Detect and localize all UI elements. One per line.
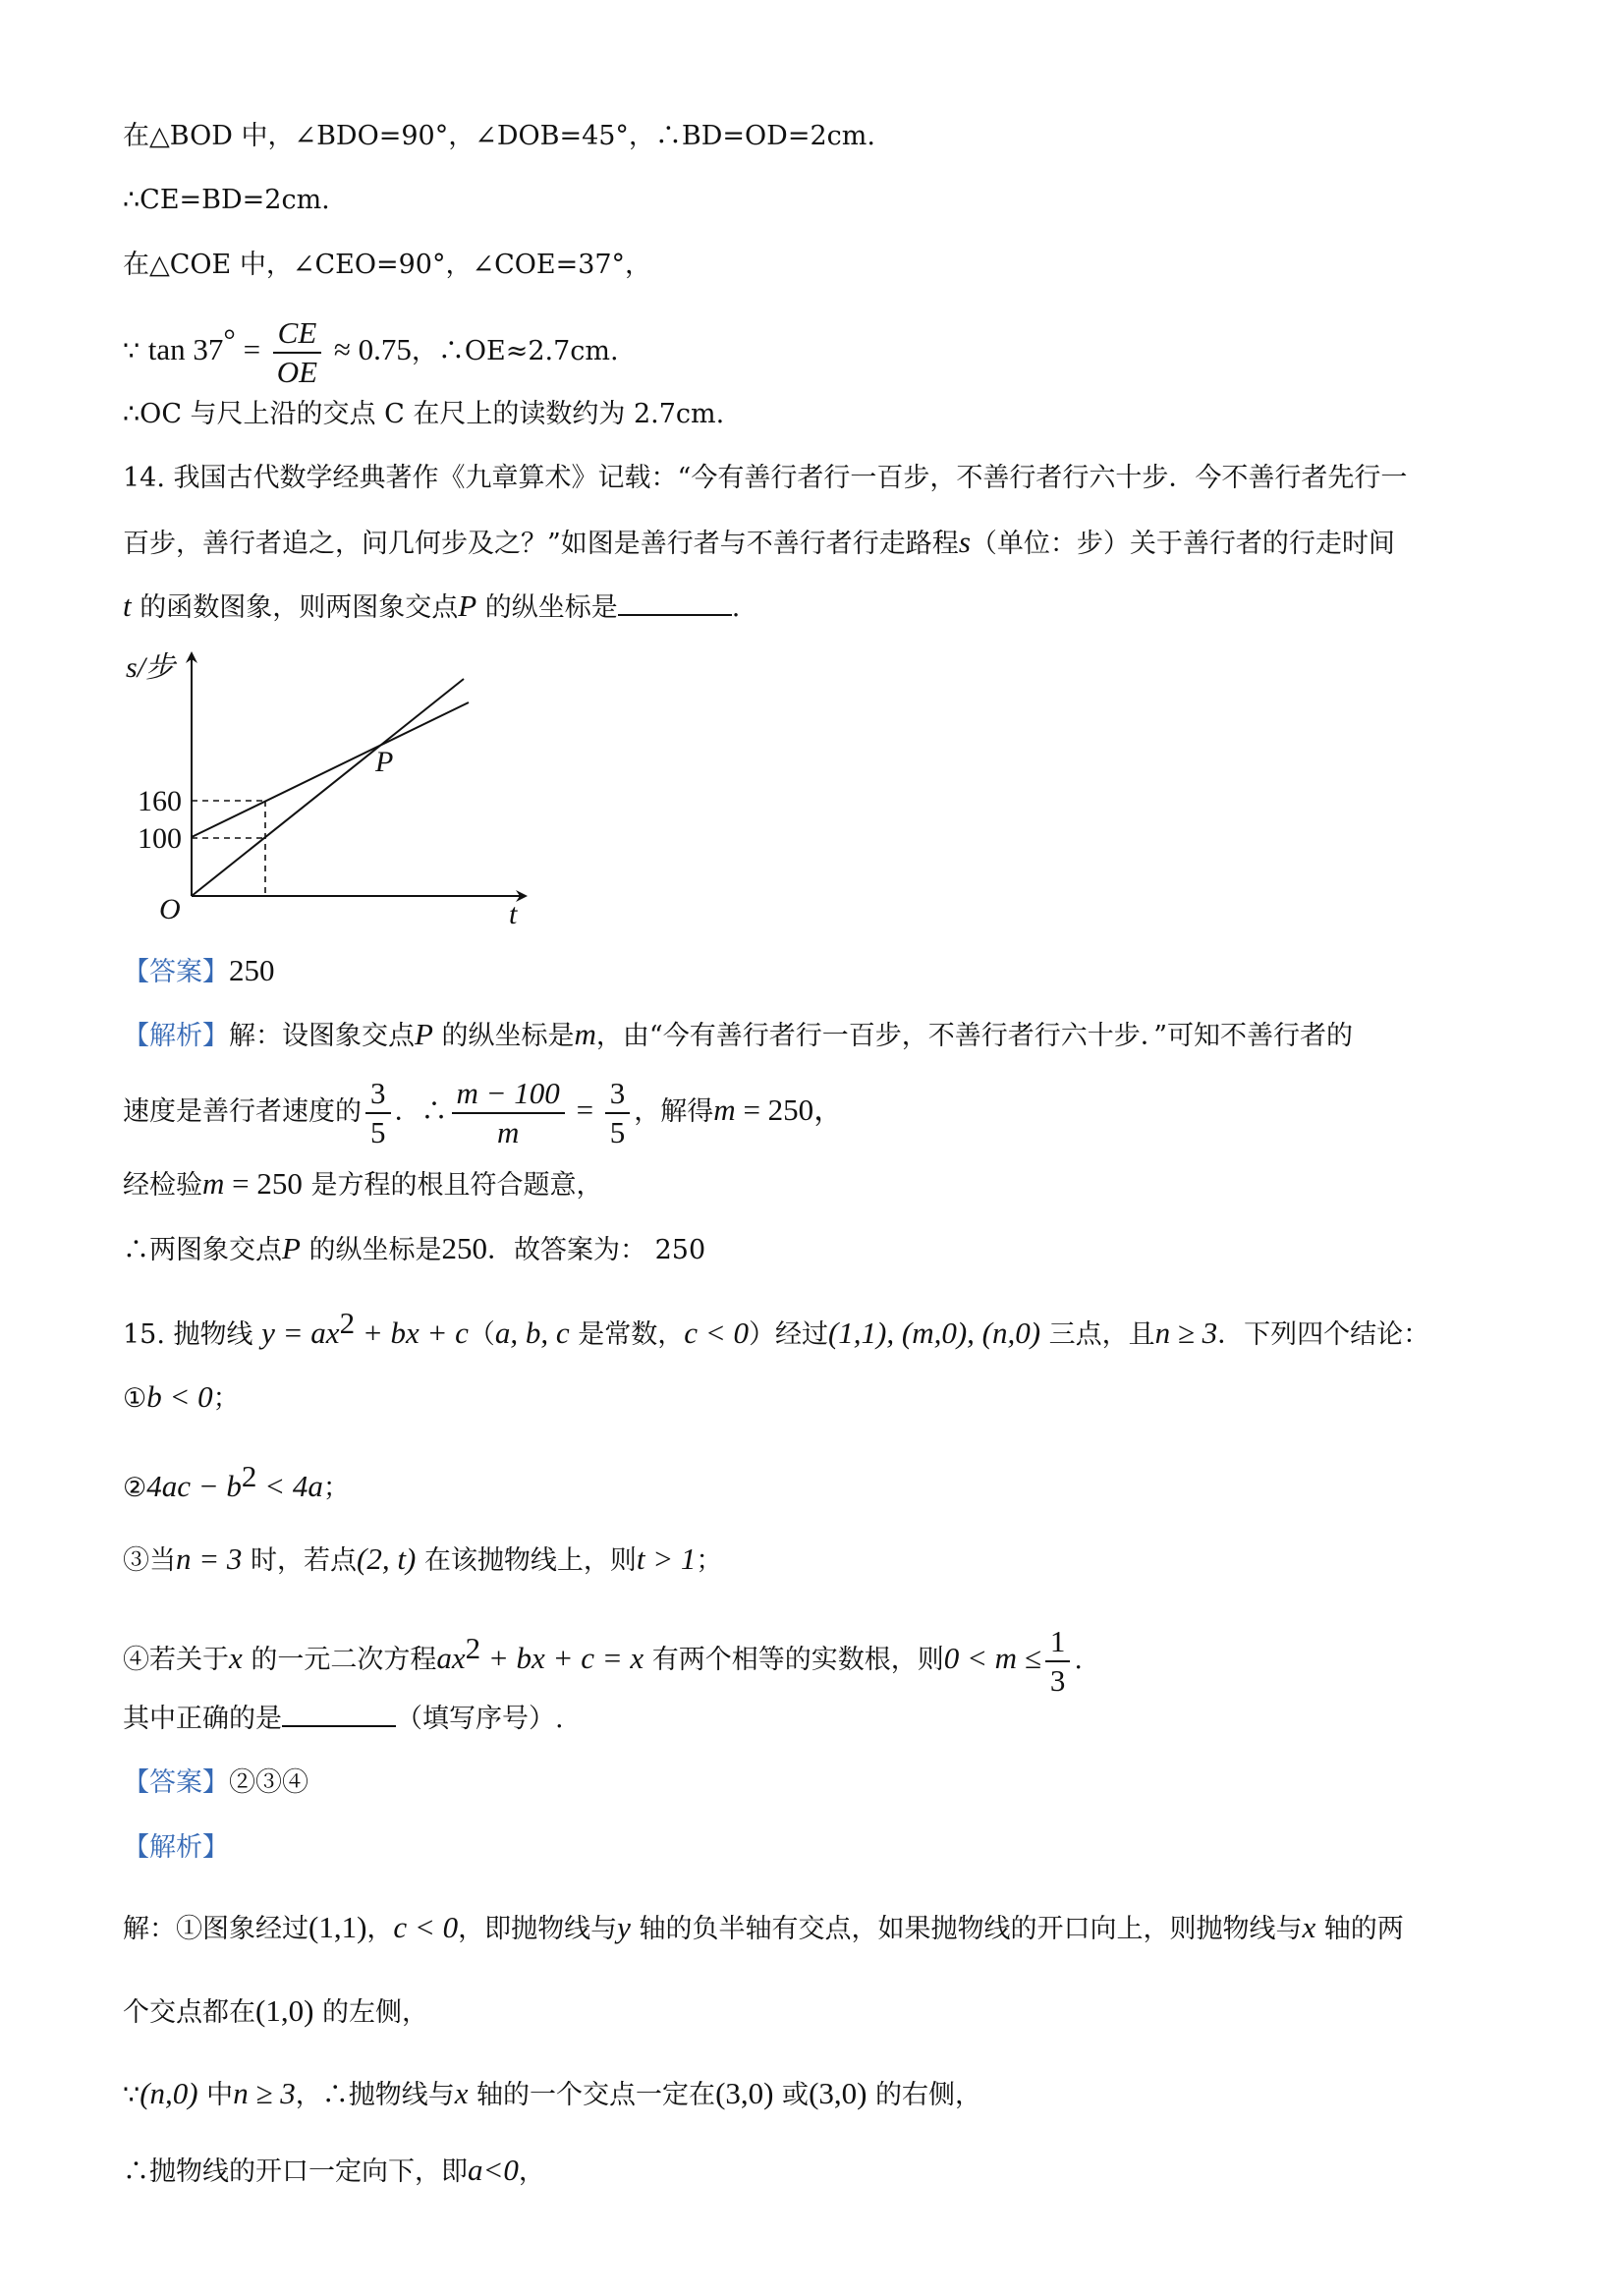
text: ，解得 — [634, 1096, 714, 1127]
conclusion-3 — [123, 1542, 722, 1578]
text: ，∴抛物线与 — [295, 2080, 455, 2110]
numerator: m − 100 — [452, 1075, 565, 1114]
text: . — [1074, 1645, 1083, 1675]
origin-label: O — [159, 893, 181, 925]
question-15-solution-4 — [123, 2154, 545, 2189]
math: 4ac − b — [146, 1469, 242, 1503]
numerator: 1 — [1045, 1623, 1071, 1662]
x-axis-label: t — [509, 898, 518, 930]
numerator: 3 — [605, 1075, 631, 1114]
fraction — [272, 314, 322, 391]
text: ，由“今有善行者行一百步，不善行者行六十步．”可知不善行者的 — [595, 1021, 1354, 1051]
answer-tag: 【答案】 — [123, 1767, 229, 1798]
text: ）经过 — [748, 1319, 828, 1350]
math: + bx + c = x — [480, 1641, 644, 1675]
text: 是方程的根且符合题意， — [302, 1170, 603, 1201]
question-15-answer — [123, 1766, 308, 1800]
text: ，∴OE≈2.7cm. — [411, 336, 619, 366]
math: c < 0 — [393, 1910, 459, 1944]
text: ∵ — [123, 2080, 140, 2110]
denominator: 5 — [609, 1114, 626, 1149]
text: ∵ — [123, 336, 140, 366]
intersection-label: P — [375, 746, 394, 778]
text: （填写序号）. — [396, 1704, 564, 1734]
text: 是常数， — [569, 1319, 685, 1350]
fraction — [365, 1075, 391, 1151]
math: n ≥ 3 — [233, 2076, 296, 2110]
math: s — [958, 525, 971, 559]
math: m — [713, 1092, 736, 1127]
text: 的右侧， — [867, 2080, 982, 2110]
text: 的纵坐标是 — [476, 592, 618, 623]
math: ≈ 0.75 — [326, 332, 412, 366]
question-15-solution-1 — [123, 1911, 1404, 1946]
math: n ≥ 3 — [1154, 1316, 1218, 1350]
conclusion-1 — [123, 1380, 240, 1416]
math: c < 0 — [684, 1316, 749, 1350]
text: 轴的两 — [1315, 1914, 1404, 1944]
text-line — [123, 301, 619, 391]
text-line — [123, 249, 651, 282]
math: t > 1 — [636, 1541, 697, 1576]
text: 的纵坐标是 — [432, 1021, 575, 1051]
tick-label-100: 100 — [138, 822, 182, 855]
text: 个交点都在 — [123, 1997, 255, 2028]
math: tan 37 — [147, 332, 224, 366]
text: 三点，且 — [1040, 1319, 1155, 1350]
text: ∴抛物线的开口一定向下，即 — [123, 2156, 468, 2187]
question-15-solution-3 — [123, 2077, 981, 2112]
text: 14. 我国古代数学经典著作《九章算术》记载：“今有善行者行一百步，不善行者行六十步．今不善行者先行一 — [123, 463, 1408, 493]
text: 轴的负半轴有交点，如果抛物线的开口向上，则抛物线与 — [630, 1914, 1303, 1944]
text-line — [123, 398, 724, 431]
question-15-prompt — [123, 1703, 564, 1736]
math: x — [229, 1641, 243, 1675]
text: ； — [696, 1545, 723, 1576]
analysis-tag: 【解析】 — [123, 1021, 229, 1051]
math: (3,0) — [809, 2076, 867, 2110]
math: (1,1), (m,0), (n,0) — [827, 1316, 1041, 1350]
question-14-analysis-3 — [123, 1167, 602, 1203]
math: 2 — [465, 1631, 481, 1665]
fraction — [452, 1075, 565, 1151]
question-14-line-1 — [123, 462, 1407, 495]
text: ，即抛物线与 — [458, 1914, 618, 1944]
answer-value: 250 — [229, 953, 275, 987]
math: P — [458, 588, 477, 623]
text: . — [731, 592, 741, 623]
denominator: 3 — [1049, 1662, 1066, 1698]
function-graph — [118, 644, 550, 938]
math: = 250 — [224, 1166, 303, 1201]
text: 速度是善行者速度的 — [123, 1096, 362, 1127]
text: 在△COE 中，∠CEO=90°，∠COE=37°， — [123, 250, 652, 280]
math: (1,0) — [255, 1993, 314, 2028]
text: 的纵坐标是 — [300, 1235, 442, 1265]
denominator: m — [496, 1114, 520, 1149]
math: (2, t) — [357, 1541, 417, 1576]
math: t — [123, 588, 132, 623]
math: ° — [223, 322, 236, 357]
math: P — [415, 1017, 433, 1051]
numerator: 3 — [365, 1075, 391, 1114]
text: 或 — [773, 2080, 810, 2110]
question-14-analysis-2 — [123, 1071, 844, 1151]
text: ① — [123, 1383, 147, 1414]
text: ， — [518, 2156, 545, 2187]
math: n = 3 — [176, 1541, 243, 1576]
text: （单位：步）关于善行者的行走时间 — [970, 529, 1395, 559]
question-15-analysis-tag — [123, 1831, 229, 1865]
denominator: OE — [276, 354, 318, 389]
text: ③当 — [123, 1545, 176, 1576]
text: ； — [322, 1473, 350, 1503]
math: ax — [436, 1641, 466, 1675]
graph-line-slow-walker — [192, 702, 469, 837]
math: 250 — [441, 1231, 488, 1265]
text: 时，若点 — [242, 1545, 358, 1576]
math: < 4a — [256, 1469, 323, 1503]
answer-blank — [282, 1704, 396, 1727]
analysis-tag: 【解析】 — [123, 1832, 229, 1863]
conclusion-2 — [123, 1460, 350, 1505]
text: 的一元二次方程 — [242, 1645, 437, 1675]
math: m — [574, 1017, 596, 1051]
math: y — [617, 1910, 631, 1944]
text: 在△BOD 中，∠BDO=90°，∠DOB=45°，∴BD=OD=2cm. — [123, 121, 875, 151]
math: 2 — [339, 1306, 356, 1340]
math: P — [282, 1231, 301, 1265]
text-line — [123, 184, 330, 217]
math: x — [1302, 1910, 1316, 1944]
text: ∴两图象交点 — [123, 1235, 282, 1265]
math: = — [568, 1092, 601, 1127]
answer-tag: 【答案】 — [123, 957, 229, 987]
text: ② — [123, 1473, 147, 1503]
text: 经检验 — [123, 1170, 202, 1201]
text: 解：设图象交点 — [229, 1021, 415, 1051]
question-15-line-1 — [123, 1307, 1429, 1352]
question-14-analysis-4 — [123, 1232, 705, 1267]
text: ∴CE=BD=2cm. — [123, 185, 330, 215]
math: y = ax — [261, 1316, 340, 1350]
fraction — [605, 1075, 631, 1151]
question-14-analysis-1 — [123, 1018, 1353, 1053]
text: 有两个相等的实数根，则 — [644, 1645, 944, 1675]
math: (n,0) — [140, 2076, 198, 2110]
math: a<0 — [468, 2153, 519, 2187]
text: 的函数图象，则两图象交点 — [131, 592, 459, 623]
text: 15. 抛物线 — [123, 1319, 253, 1350]
math: x — [454, 2076, 469, 2110]
text: ， — [366, 1914, 394, 1944]
math: b < 0 — [146, 1379, 213, 1414]
text: 的左侧， — [313, 1997, 428, 2028]
text: 其中正确的是 — [123, 1704, 282, 1734]
y-axis-label: s/步 — [126, 651, 176, 684]
question-15-solution-2 — [123, 1994, 428, 2030]
numerator: CE — [273, 314, 322, 354]
answer-value: ②③④ — [229, 1767, 308, 1798]
conclusion-4 — [123, 1609, 1083, 1700]
math: = — [235, 332, 268, 366]
answer-blank — [618, 592, 732, 616]
math: (1,1) — [308, 1910, 367, 1944]
tick-label-160: 160 — [138, 785, 182, 817]
text: 轴的一个交点一定在 — [468, 2080, 716, 2110]
text: ； — [212, 1383, 240, 1414]
math: 2 — [241, 1459, 257, 1493]
text-line — [123, 120, 875, 153]
text: 百步，善行者追之，问几何步及之？”如图是善行者与不善行者行走路程 — [123, 529, 959, 559]
text: （ — [468, 1319, 495, 1350]
math: + bx + c — [355, 1316, 469, 1350]
text: 解：①图象经过 — [123, 1914, 308, 1944]
question-14-line-2 — [123, 526, 1395, 561]
graph-line-good-walker — [192, 679, 464, 896]
text: 在该抛物线上，则 — [416, 1545, 637, 1576]
text: ．∴ — [394, 1096, 448, 1127]
text: ．下列四个结论： — [1217, 1319, 1430, 1350]
text: 中 — [197, 2080, 234, 2110]
math: = 250， — [735, 1092, 845, 1127]
math: (3,0) — [715, 2076, 774, 2110]
math: 0 < m ≤ — [943, 1641, 1041, 1675]
fraction — [1045, 1623, 1071, 1700]
text: ∴OC 与尺上沿的交点 C 在尺上的读数约为 2.7cm. — [123, 399, 725, 429]
question-14-answer — [123, 954, 275, 989]
text: ④若关于 — [123, 1645, 229, 1675]
text: ．故答案为： 250 — [487, 1235, 706, 1265]
denominator: 5 — [370, 1114, 386, 1149]
question-14-line-3 — [123, 589, 740, 625]
math: m — [202, 1166, 225, 1201]
math: a, b, c — [494, 1316, 570, 1350]
